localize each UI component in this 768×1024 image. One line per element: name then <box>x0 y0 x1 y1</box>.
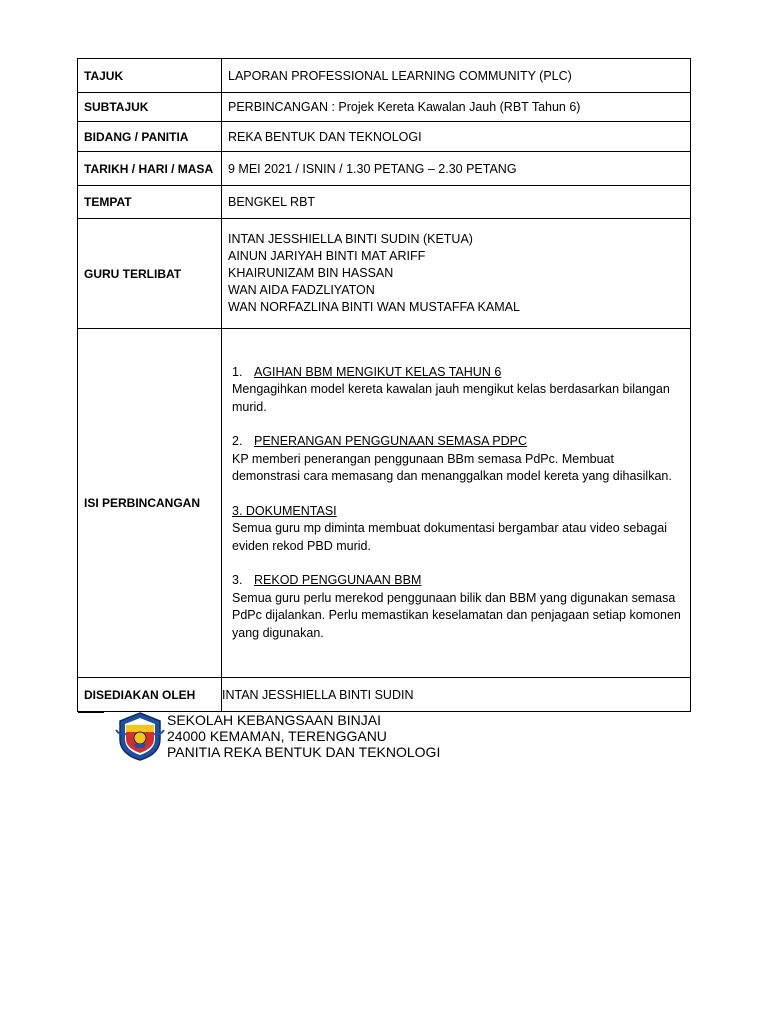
row-guru <box>78 219 691 329</box>
school-address-block <box>167 712 440 760</box>
school-letterhead <box>112 710 532 766</box>
panel-name: PANITIA REKA BENTUK DAN TEKNOLOGI <box>167 744 441 760</box>
isi-section <box>232 572 684 642</box>
section-title: PENERANGAN PENGGUNAAN SEMASA PDPC <box>254 434 527 449</box>
value-tempat: BENGKEL RBT <box>222 186 691 219</box>
section-text: Semua guru mp diminta membuat dokumentasi bergambar atau video sebagai eviden rekod PBD murid. <box>232 521 667 553</box>
school-name: SEKOLAH KEBANGSAAN BINJAI <box>167 712 381 728</box>
isi-section <box>232 433 684 486</box>
section-number: 1. <box>232 364 243 379</box>
guru-name: KHAIRUNIZAM BIN HASSAN <box>228 266 394 280</box>
label-subtajuk: SUBTAJUK <box>78 93 222 122</box>
guru-name: INTAN JESSHIELLA BINTI SUDIN (KETUA) <box>228 232 473 246</box>
row-tempat <box>78 186 691 219</box>
value-tarikh: 9 MEI 2021 / ISNIN / 1.30 PETANG – 2.30 PETANG <box>222 152 691 186</box>
label-tajuk: TAJUK <box>78 59 222 93</box>
row-subtajuk <box>78 93 691 122</box>
isi-section <box>232 503 684 556</box>
section-text: Mengagihkan model kereta kawalan jauh mengikut kelas berdasarkan bilangan murid. <box>232 382 670 414</box>
section-title: REKOD PENGGUNAAN BBM <box>254 573 422 588</box>
guru-list <box>222 219 691 329</box>
label-tarikh: TARIKH / HARI / MASA <box>78 152 222 186</box>
section-title: AGIHAN BBM MENGIKUT KELAS TAHUN 6 <box>254 364 502 379</box>
value-disediakan-oleh: INTAN JESSHIELLA BINTI SUDIN <box>222 678 691 712</box>
guru-name: AINUN JARIYAH BINTI MAT ARIFF <box>228 249 426 263</box>
row-bidang <box>78 122 691 152</box>
value-tajuk: LAPORAN PROFESSIONAL LEARNING COMMUNITY (PLC) <box>222 59 691 93</box>
isi-content <box>222 329 691 678</box>
section-text: KP memberi penerangan penggunaan BBm semasa PdPc. Membuat demonstrasi cara memasang dan menanggalkan model kereta yang dihasilkan. <box>232 451 672 484</box>
guru-name: WAN AIDA FADZLIYATON <box>228 283 375 297</box>
label-guru-terlibat: GURU TERLIBAT <box>78 219 222 329</box>
isi-section <box>232 364 684 417</box>
label-isi-perbincangan: ISI PERBINCANGAN <box>78 329 222 678</box>
label-bidang: BIDANG / PANITIA <box>78 122 222 152</box>
value-bidang: REKA BENTUK DAN TEKNOLOGI <box>222 122 691 152</box>
row-isi <box>78 329 691 678</box>
section-text: Semua guru perlu merekod penggunaan bilik dan BBM yang digunakan semasa PdPc dijalankan. Perlu memastikan keselamatan dan penjagaan setiap komonen yang digunakan. <box>232 590 681 640</box>
section-number: 3. <box>232 573 243 588</box>
value-subtajuk: PERBINCANGAN : Projek Kereta Kawalan Jauh (RBT Tahun 6) <box>222 93 691 122</box>
school-crest-icon <box>114 710 166 762</box>
label-tempat: TEMPAT <box>78 186 222 219</box>
guru-name: WAN NORFAZLINA BINTI WAN MUSTAFFA KAMAL <box>228 300 520 314</box>
plc-report-table <box>77 58 691 712</box>
school-address: 24000 KEMAMAN, TERENGGANU <box>167 728 387 744</box>
divider <box>78 712 104 713</box>
section-title: 3. DOKUMENTASI <box>232 503 337 518</box>
row-disediakan <box>78 678 691 712</box>
row-tajuk <box>78 59 691 93</box>
section-number: 2. <box>232 434 243 449</box>
label-disediakan-oleh: DISEDIAKAN OLEH <box>78 678 222 712</box>
row-tarikh <box>78 152 691 186</box>
